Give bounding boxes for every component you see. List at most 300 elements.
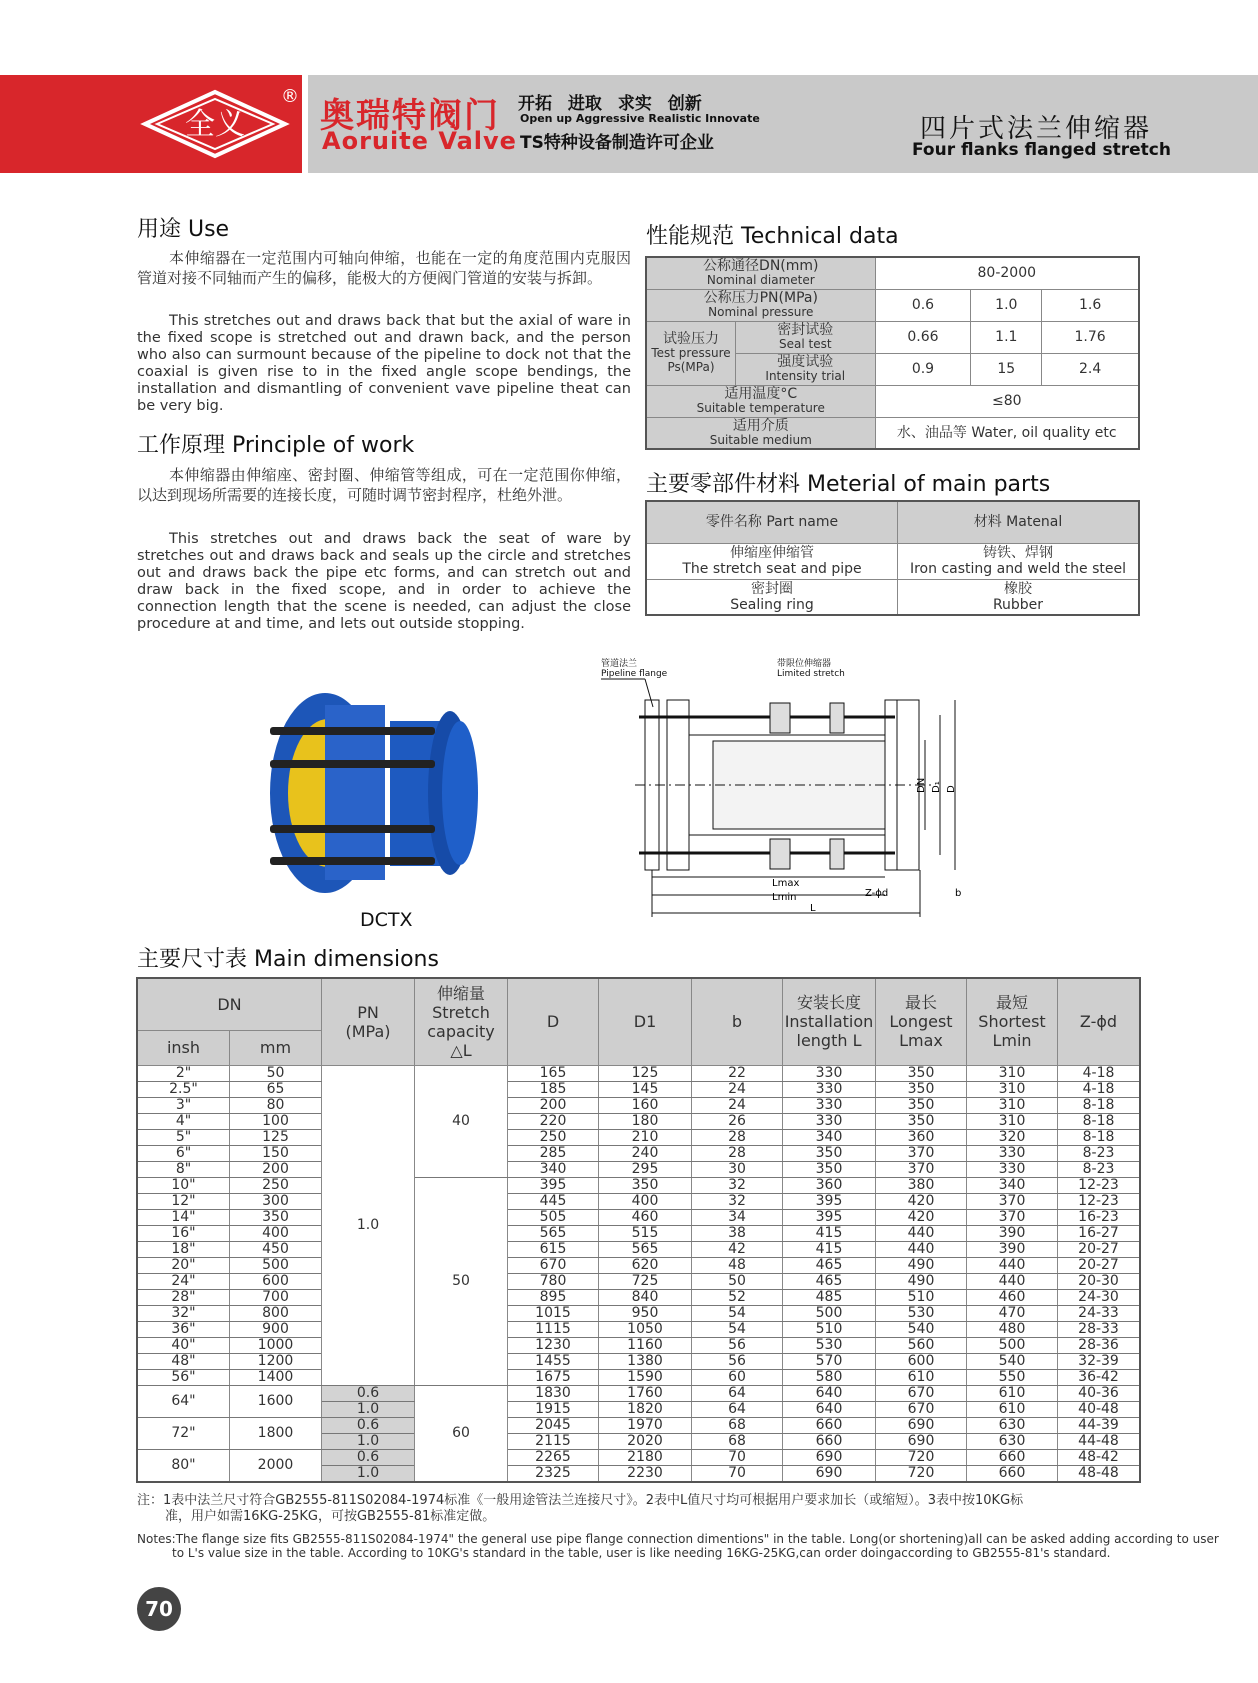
cell-value: 600 — [876, 1353, 967, 1369]
pn-label-en: Nominal pressure — [708, 305, 814, 319]
cell-inch: 14" — [137, 1209, 230, 1225]
cell-mm: 125 — [230, 1129, 322, 1145]
cell-value: 570 — [783, 1353, 876, 1369]
cell-value: 64 — [692, 1401, 783, 1417]
strength-value: 15 — [971, 353, 1042, 385]
technical-drawing — [595, 655, 995, 930]
note-en-line1: Notes:The flange size fits GB2555-811S02084-1974" the general use pipe flange connection dimentions" in the table. Long(or shortening)all can be asked adding according to user — [137, 1532, 1219, 1546]
cell-value: 720 — [876, 1449, 967, 1465]
part-name-cn: 伸缩座伸缩管 — [730, 545, 814, 561]
note-cn-line2: 准，用户如需16KG-25KG，可按GB2555-81标准定做。 — [165, 1509, 496, 1524]
cell-value: 400 — [599, 1193, 692, 1209]
temp-label-en: Suitable temperature — [696, 401, 825, 415]
table-row — [137, 1273, 1140, 1289]
cell-value: 48 — [692, 1257, 783, 1273]
cell-value: 24 — [692, 1097, 783, 1113]
cell-inch: 32" — [137, 1305, 230, 1321]
cell-value: 12-23 — [1058, 1193, 1141, 1209]
test-unit: Ps(MPa) — [667, 360, 715, 374]
part-name-en: The stretch seat and pipe — [682, 561, 862, 577]
hdr-dn: DN — [137, 978, 322, 1030]
strength-label-cn: 强度试验 — [777, 354, 834, 370]
label-limited-cn: 带限位伸缩器 — [777, 659, 832, 669]
test-label-en: Test pressure — [651, 346, 731, 360]
temp-label-cn: 适用温度°C — [724, 386, 798, 402]
cell-value: 640 — [783, 1385, 876, 1401]
cell-mm: 400 — [230, 1225, 322, 1241]
cell-value: 200 — [508, 1097, 599, 1113]
cell-value: 180 — [599, 1113, 692, 1129]
table-row — [137, 1161, 1140, 1177]
table-row — [137, 1129, 1140, 1145]
cell-value: 1160 — [599, 1337, 692, 1353]
cell-inch: 36" — [137, 1321, 230, 1337]
cell-value: 490 — [876, 1257, 967, 1273]
cell-mm: 1000 — [230, 1337, 322, 1353]
cell-value: 690 — [783, 1465, 876, 1482]
cell-value: 50 — [692, 1273, 783, 1289]
cell-value: 30 — [692, 1161, 783, 1177]
pn-label-cn: 公称压力PN(MPa) — [703, 290, 818, 306]
dn-value: 80-2000 — [875, 257, 1139, 289]
cell-value: 4-18 — [1058, 1081, 1141, 1097]
cell-value: 420 — [876, 1209, 967, 1225]
cell-value: 16-27 — [1058, 1225, 1141, 1241]
cell-value: 350 — [783, 1145, 876, 1161]
cell-value: 56 — [692, 1353, 783, 1369]
principle-heading: 工作原理 Principle of work — [137, 433, 415, 458]
cell-pn: 0.6 — [322, 1417, 415, 1433]
cell-mm: 900 — [230, 1321, 322, 1337]
ts-license: TS特种设备制造许可企业 — [520, 133, 714, 153]
table-row — [137, 1385, 1140, 1401]
medium-label-en: Suitable medium — [709, 432, 812, 447]
cell-mm: 200 — [230, 1161, 322, 1177]
cell-value: 670 — [876, 1385, 967, 1401]
cell-value: 1970 — [599, 1417, 692, 1433]
table-row — [137, 1065, 1140, 1081]
cell-inch: 24" — [137, 1273, 230, 1289]
cell-value: 1230 — [508, 1337, 599, 1353]
cell-value: 500 — [967, 1337, 1058, 1353]
cell-mm: 1800 — [230, 1417, 322, 1449]
cell-value: 320 — [967, 1129, 1058, 1145]
cell-value: 16-23 — [1058, 1209, 1141, 1225]
cell-value: 34 — [692, 1209, 783, 1225]
cell-value: 36-42 — [1058, 1369, 1141, 1385]
cell-mm: 50 — [230, 1065, 322, 1081]
cell-value: 24 — [692, 1081, 783, 1097]
dim-zd: Z-ϕd — [865, 888, 889, 899]
cell-value: 360 — [783, 1177, 876, 1193]
strength-label-en: Intensity trial — [765, 369, 846, 383]
cell-value: 350 — [876, 1113, 967, 1129]
cell-value: 670 — [508, 1257, 599, 1273]
cell-inch: 5" — [137, 1129, 230, 1145]
cell-value: 8-18 — [1058, 1097, 1141, 1113]
cell-mm: 250 — [230, 1177, 322, 1193]
hdr-install: 安装长度 Installation length L — [783, 978, 876, 1065]
cell-value: 310 — [967, 1065, 1058, 1081]
cell-inch: 72" — [137, 1417, 230, 1449]
cell-value: 440 — [876, 1225, 967, 1241]
cell-value: 20-27 — [1058, 1241, 1141, 1257]
cell-value: 330 — [967, 1145, 1058, 1161]
table-row — [137, 1449, 1140, 1465]
part-name-en: Sealing ring — [730, 596, 814, 613]
cell-value: 840 — [599, 1289, 692, 1305]
table-row — [137, 1177, 1140, 1193]
cell-value: 285 — [508, 1145, 599, 1161]
cell-value: 725 — [599, 1273, 692, 1289]
cell-value: 330 — [783, 1097, 876, 1113]
cell-value: 395 — [783, 1193, 876, 1209]
hdr-shortest: 最短 Shortest Lmin — [967, 978, 1058, 1065]
cell-mm: 100 — [230, 1113, 322, 1129]
hdr-d1: D1 — [599, 978, 692, 1065]
cell-value: 440 — [967, 1257, 1058, 1273]
cell-inch: 2.5" — [137, 1081, 230, 1097]
table-row — [137, 1081, 1140, 1097]
cell-value: 12-23 — [1058, 1177, 1141, 1193]
cell-value: 390 — [967, 1225, 1058, 1241]
cell-value: 1455 — [508, 1353, 599, 1369]
cell-value: 70 — [692, 1449, 783, 1465]
test-label-cn: 试验压力 — [663, 331, 719, 347]
cell-value: 660 — [967, 1449, 1058, 1465]
principle-text-cn: 本伸缩器由伸缩座、密封圈、伸缩管等组成，可在一定范围你伸缩，以达到现场所需要的连接长度，可随时调节密封程序，杜绝外泄。 — [137, 466, 631, 504]
cell-value: 1015 — [508, 1305, 599, 1321]
cell-value: 640 — [783, 1401, 876, 1417]
cell-value: 720 — [876, 1465, 967, 1482]
cell-pn: 1.0 — [322, 1465, 415, 1482]
cell-value: 4-18 — [1058, 1065, 1141, 1081]
cell-value: 32 — [692, 1177, 783, 1193]
cell-value: 690 — [876, 1433, 967, 1449]
cell-value: 360 — [876, 1129, 967, 1145]
label-flange-en: Pipeline flange — [601, 669, 668, 679]
dn-label-en: Nominal diameter — [706, 273, 815, 288]
product-photo — [250, 685, 510, 900]
temp-value: ≤80 — [875, 385, 1139, 417]
cell-value: 26 — [692, 1113, 783, 1129]
brand-logo — [135, 84, 299, 164]
technical-table — [645, 256, 1140, 450]
page-title-en: Four flanks flanged stretch — [912, 140, 1171, 160]
parts-heading: 主要零部件材料 Meterial of main parts — [646, 472, 1051, 497]
cell-value: 950 — [599, 1305, 692, 1321]
cell-value: 1115 — [508, 1321, 599, 1337]
cell-value: 470 — [967, 1305, 1058, 1321]
cell-value: 350 — [599, 1177, 692, 1193]
cell-value: 630 — [967, 1433, 1058, 1449]
cell-value: 505 — [508, 1209, 599, 1225]
note-cn-line1: 注：1表中法兰尺寸符合GB2555-811S02084-1974标准《一般用途管法兰连接尺寸》。2表中L值尺寸均可根据用户要求加长（或缩短）。3表中按10KG标 — [137, 1493, 1024, 1508]
pn-value: 0.6 — [875, 289, 971, 321]
cell-value: 125 — [599, 1065, 692, 1081]
cell-inch: 3" — [137, 1097, 230, 1113]
cell-inch: 56" — [137, 1369, 230, 1385]
cell-mm: 300 — [230, 1193, 322, 1209]
label-flange-cn: 管道法兰 — [601, 659, 638, 669]
seal-label-cn: 密封试验 — [777, 322, 834, 338]
cell-value: 68 — [692, 1433, 783, 1449]
cell-mm: 80 — [230, 1097, 322, 1113]
hdr-pn: PN (MPa) — [322, 978, 415, 1065]
cell-value: 340 — [967, 1177, 1058, 1193]
table-row — [137, 1225, 1140, 1241]
strength-value: 2.4 — [1042, 353, 1139, 385]
cell-stretch: 60 — [415, 1385, 508, 1482]
table-row — [137, 1417, 1140, 1433]
cell-inch: 4" — [137, 1113, 230, 1129]
cell-mm: 800 — [230, 1305, 322, 1321]
pn-value: 1.0 — [971, 289, 1042, 321]
dim-dn: DN — [916, 777, 927, 793]
table-row — [137, 1145, 1140, 1161]
cell-value: 1590 — [599, 1369, 692, 1385]
cell-mm: 150 — [230, 1145, 322, 1161]
cell-value: 2115 — [508, 1433, 599, 1449]
table-row — [137, 1209, 1140, 1225]
cell-value: 28 — [692, 1145, 783, 1161]
cell-value: 530 — [876, 1305, 967, 1321]
strength-value: 0.9 — [875, 353, 971, 385]
cell-value: 1760 — [599, 1385, 692, 1401]
cell-inch: 2" — [137, 1065, 230, 1081]
cell-value: 60 — [692, 1369, 783, 1385]
cell-value: 370 — [967, 1193, 1058, 1209]
dimensions-table — [136, 977, 1141, 1483]
cell-value: 20-30 — [1058, 1273, 1141, 1289]
cell-value: 660 — [967, 1465, 1058, 1482]
dimensions-heading: 主要尺寸表 Main dimensions — [137, 947, 439, 972]
cell-value: 42 — [692, 1241, 783, 1257]
cell-value: 22 — [692, 1065, 783, 1081]
cell-value: 44-48 — [1058, 1433, 1141, 1449]
cell-value: 1380 — [599, 1353, 692, 1369]
slogan-cn: 开拓 进取 求实 创新 — [518, 94, 702, 114]
cell-value: 350 — [876, 1097, 967, 1113]
seal-value: 1.1 — [971, 321, 1042, 353]
cell-value: 8-23 — [1058, 1161, 1141, 1177]
cell-value: 510 — [783, 1321, 876, 1337]
cell-value: 660 — [783, 1417, 876, 1433]
cell-value: 1915 — [508, 1401, 599, 1417]
cell-value: 380 — [876, 1177, 967, 1193]
cell-value: 620 — [599, 1257, 692, 1273]
cell-value: 210 — [599, 1129, 692, 1145]
use-text-cn: 本伸缩器在一定范围内可轴向伸缩，也能在一定的角度范围内克服因管道对接不同轴而产生的偏移，能极大的方便阀门管道的安装与拆卸。 — [137, 249, 631, 287]
cell-value: 1820 — [599, 1401, 692, 1417]
cell-value: 500 — [783, 1305, 876, 1321]
hdr-stretch: 伸缩量 Stretch capacity △L — [415, 978, 508, 1065]
cell-inch: 8" — [137, 1161, 230, 1177]
cell-value: 460 — [967, 1289, 1058, 1305]
cell-value: 8-18 — [1058, 1113, 1141, 1129]
cell-value: 2020 — [599, 1433, 692, 1449]
cell-value: 330 — [783, 1081, 876, 1097]
material-en: Iron casting and weld the steel — [909, 561, 1127, 577]
cell-value: 330 — [783, 1113, 876, 1129]
use-heading: 用途 Use — [137, 217, 230, 242]
cell-value: 580 — [783, 1369, 876, 1385]
note-en-line2: to L's value size in the table. According to 10KG's standard in the table, user is like needing 16KG-25KG,can order doingaccording to GB2555-81's standard. — [172, 1546, 1111, 1560]
cell-value: 340 — [783, 1129, 876, 1145]
table-row — [137, 1257, 1140, 1273]
table-row — [137, 1113, 1140, 1129]
table-row — [137, 1337, 1140, 1353]
cell-value: 560 — [876, 1337, 967, 1353]
table-row — [137, 1321, 1140, 1337]
cell-value: 440 — [876, 1241, 967, 1257]
hdr-b: b — [692, 978, 783, 1065]
hdr-inch: insh — [137, 1030, 230, 1065]
cell-value: 48-42 — [1058, 1449, 1141, 1465]
cell-inch: 80" — [137, 1449, 230, 1482]
cell-inch: 48" — [137, 1353, 230, 1369]
dim-d1: D₁ — [931, 781, 942, 793]
cell-value: 44-39 — [1058, 1417, 1141, 1433]
cell-value: 615 — [508, 1241, 599, 1257]
page-title-cn: 四片式法兰伸缩器 — [920, 114, 1153, 144]
cell-value: 485 — [783, 1289, 876, 1305]
cell-value: 240 — [599, 1145, 692, 1161]
cell-mm: 450 — [230, 1241, 322, 1257]
cell-value: 530 — [783, 1337, 876, 1353]
cell-value: 350 — [876, 1081, 967, 1097]
material-cn: 铸铁、焊钢 — [983, 545, 1053, 561]
cell-mm: 2000 — [230, 1449, 322, 1482]
cell-inch: 16" — [137, 1225, 230, 1241]
part-name-cn: 密封圈 — [751, 580, 793, 597]
cell-value: 310 — [967, 1081, 1058, 1097]
table-row — [137, 1369, 1140, 1385]
medium-label-cn: 适用介质 — [732, 417, 789, 434]
cell-value: 250 — [508, 1129, 599, 1145]
cell-value: 24-30 — [1058, 1289, 1141, 1305]
cell-stretch: 50 — [415, 1177, 508, 1385]
hdr-longest: 最长 Longest Lmax — [876, 978, 967, 1065]
cell-value: 330 — [967, 1161, 1058, 1177]
cell-value: 480 — [967, 1321, 1058, 1337]
dim-lmin: Lmin — [772, 892, 797, 903]
cell-value: 8-18 — [1058, 1129, 1141, 1145]
cell-pn: 0.6 — [322, 1385, 415, 1401]
label-limited-en: Limited stretch — [777, 669, 845, 679]
parts-table — [645, 500, 1140, 616]
cell-value: 415 — [783, 1241, 876, 1257]
cell-value: 160 — [599, 1097, 692, 1113]
cell-value: 780 — [508, 1273, 599, 1289]
cell-value: 54 — [692, 1305, 783, 1321]
col-material: 材料 Matenal — [898, 501, 1140, 543]
cell-value: 28 — [692, 1129, 783, 1145]
cell-value: 330 — [783, 1065, 876, 1081]
seal-value: 1.76 — [1042, 321, 1139, 353]
dim-b: b — [955, 888, 962, 899]
cell-value: 220 — [508, 1113, 599, 1129]
cell-value: 395 — [783, 1209, 876, 1225]
registered-mark: ® — [281, 86, 299, 107]
cell-value: 8-23 — [1058, 1145, 1141, 1161]
cell-inch: 40" — [137, 1337, 230, 1353]
cell-value: 28-33 — [1058, 1321, 1141, 1337]
cell-value: 610 — [876, 1369, 967, 1385]
cell-value: 440 — [967, 1273, 1058, 1289]
cell-value: 20-27 — [1058, 1257, 1141, 1273]
cell-value: 295 — [599, 1161, 692, 1177]
hdr-zd: Z-ϕd — [1058, 978, 1141, 1065]
cell-value: 565 — [508, 1225, 599, 1241]
cell-value: 420 — [876, 1193, 967, 1209]
cell-value: 1050 — [599, 1321, 692, 1337]
cell-pn: 0.6 — [322, 1449, 415, 1465]
principle-text-en: This stretches out and draws back the seat of ware by stretches out and draws back and seals up the circle and stretches out and draws back the pipe etc forms, and can stretch out and draw back in the fixed scope, and in order to achieve the connection length that the scene is needed, can adjust the close procedure at and time, and lets out outside stopping. — [137, 531, 631, 632]
cell-value: 445 — [508, 1193, 599, 1209]
cell-value: 370 — [876, 1161, 967, 1177]
cell-value: 2045 — [508, 1417, 599, 1433]
cell-inch: 20" — [137, 1257, 230, 1273]
cell-value: 54 — [692, 1321, 783, 1337]
cell-value: 540 — [967, 1353, 1058, 1369]
technical-heading: 性能规范 Technical data — [646, 224, 899, 249]
cell-value: 565 — [599, 1241, 692, 1257]
cell-mm: 1400 — [230, 1369, 322, 1385]
cell-value: 550 — [967, 1369, 1058, 1385]
cell-value: 2180 — [599, 1449, 692, 1465]
cell-value: 660 — [783, 1433, 876, 1449]
pn-value: 1.6 — [1042, 289, 1139, 321]
table-row — [137, 1353, 1140, 1369]
table-row — [137, 1241, 1140, 1257]
cell-mm: 350 — [230, 1209, 322, 1225]
cell-value: 70 — [692, 1465, 783, 1482]
table-row — [137, 1305, 1140, 1321]
cell-value: 40-48 — [1058, 1401, 1141, 1417]
cell-value: 145 — [599, 1081, 692, 1097]
dn-label-cn: 公称通径DN(mm) — [703, 258, 819, 275]
cell-inch: 12" — [137, 1193, 230, 1209]
cell-value: 64 — [692, 1385, 783, 1401]
use-text-en: This stretches out and draws back that but the axial of ware in the fixed scope is stretched out and drawn back, and the person who also can surmount because of the pipeline to dock not that the coaxial is given rise to in the fixed angle scope bendings, the installation and dismantling of convenient vave pipeline theat can be very big. — [137, 313, 631, 414]
cell-mm: 500 — [230, 1257, 322, 1273]
table-row — [137, 1289, 1140, 1305]
cell-value: 2230 — [599, 1465, 692, 1482]
seal-value: 0.66 — [875, 321, 971, 353]
cell-value: 340 — [508, 1161, 599, 1177]
cell-mm: 600 — [230, 1273, 322, 1289]
page-number: 70 — [137, 1587, 181, 1631]
cell-value: 350 — [876, 1065, 967, 1081]
cell-value: 415 — [783, 1225, 876, 1241]
cell-value: 165 — [508, 1065, 599, 1081]
cell-value: 32-39 — [1058, 1353, 1141, 1369]
cell-value: 38 — [692, 1225, 783, 1241]
cell-stretch: 40 — [415, 1065, 508, 1177]
cell-value: 2265 — [508, 1449, 599, 1465]
cell-value: 40-36 — [1058, 1385, 1141, 1401]
dim-l: L — [810, 903, 816, 914]
seal-label-en: Seal test — [779, 337, 832, 351]
cell-mm: 65 — [230, 1081, 322, 1097]
brand-name-cn: 奥瑞特阀门 — [320, 96, 500, 136]
cell-mm: 1200 — [230, 1353, 322, 1369]
cell-value: 465 — [783, 1257, 876, 1273]
cell-value: 395 — [508, 1177, 599, 1193]
cell-value: 32 — [692, 1193, 783, 1209]
cell-value: 350 — [783, 1161, 876, 1177]
